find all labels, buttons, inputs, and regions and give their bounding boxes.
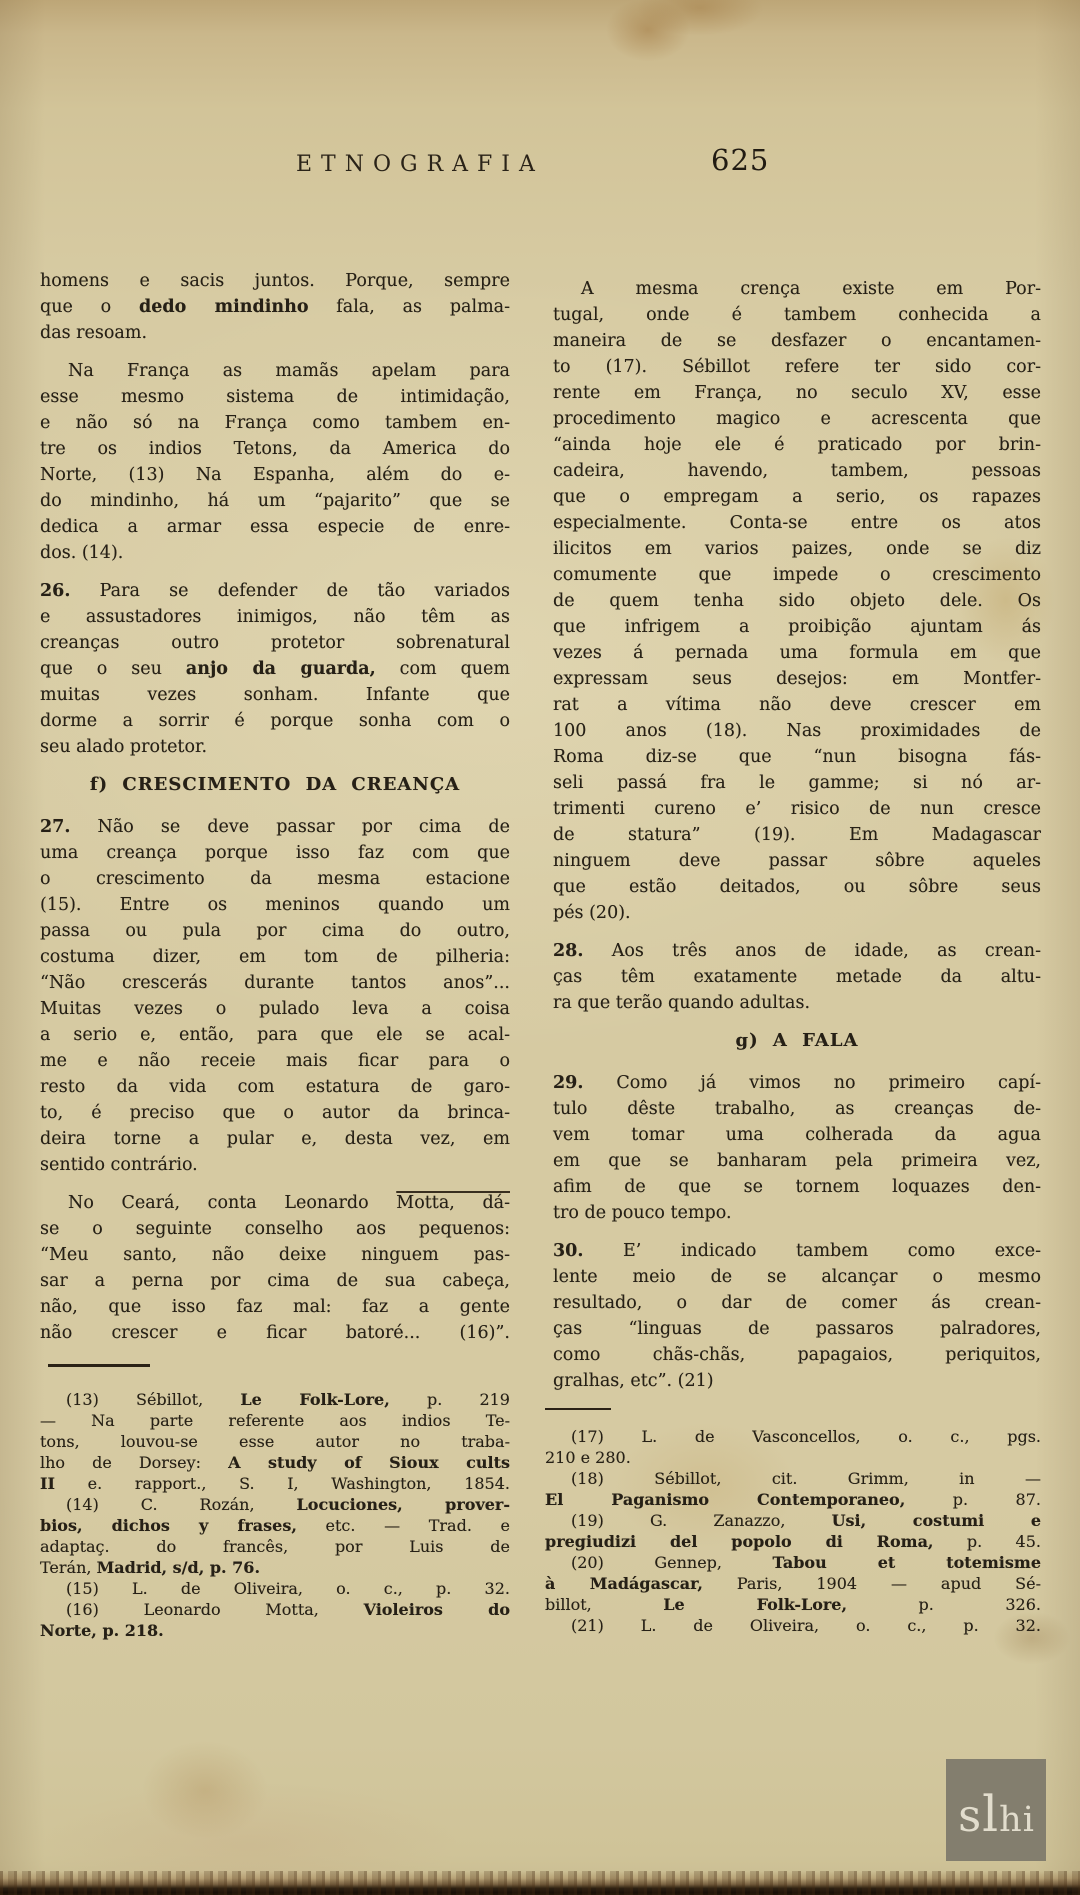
text-line: cadeira, havendo, tambem, pessoas xyxy=(553,461,1041,481)
text-line: Roma diz-se que “nun bisogna fás- xyxy=(553,747,1041,767)
text-line: creanças outro protetor sobrenatural xyxy=(40,633,510,653)
text-line: tulo dêste trabalho, as creanças de- xyxy=(553,1099,1041,1119)
text-line: expressam seus desejos: em Montfer- xyxy=(553,669,1041,689)
text-line: não, que isso faz mal: faz a gente xyxy=(40,1297,510,1317)
text-line: que o dedo mindinho fala, as palma- xyxy=(40,297,511,317)
paragraph xyxy=(40,358,510,566)
text-line: a serio e, então, para que ele se acal- xyxy=(40,1025,510,1045)
text-line: rente em França, no seculo XV, esse xyxy=(553,383,1041,403)
text-line: não crescer e ficar batoré... (16)”. xyxy=(40,1323,510,1343)
library-watermark xyxy=(946,1759,1046,1861)
text-line: afim de que se tornem loquazes den- xyxy=(553,1177,1041,1197)
text-line: trimenti cureno e’ risico de nun cresce xyxy=(553,799,1041,819)
text-line: como chãs-chãs, papagaios, periquitos, xyxy=(553,1345,1041,1365)
text-line: (16) Leonardo Motta, Violeiros do xyxy=(66,1600,510,1619)
paragraph xyxy=(553,1238,1041,1394)
right-column xyxy=(545,276,1042,1636)
text-line: to (17). Sébillot refere ter sido cor- xyxy=(553,357,1041,377)
text-line: maneira de se desfazer o encantamen- xyxy=(553,331,1041,351)
footnote xyxy=(40,1389,510,1494)
text-line: me e não receie mais ficar para o xyxy=(40,1051,510,1071)
paragraph xyxy=(553,938,1041,1016)
text-line: especialmente. Conta-se entre os atos xyxy=(553,513,1041,533)
text-line: das resoam. xyxy=(40,323,148,343)
text-line: que estão deitados, ou sôbre seus xyxy=(553,877,1041,897)
text-line: (13) Sébillot, Le Folk-Lore, p. 219 xyxy=(66,1390,510,1409)
footnote xyxy=(545,1426,1041,1468)
paragraph xyxy=(40,1190,510,1346)
text-line: dorme a sorrir é porque sonha com o xyxy=(40,711,510,731)
text-line: adaptaç. do francês, por Luis de xyxy=(40,1537,510,1556)
page-bottom-edge xyxy=(0,1871,1080,1895)
text-line: ças têm exatamente metade da altu- xyxy=(553,967,1041,987)
watermark-letter: s xyxy=(958,1789,982,1842)
footnote xyxy=(545,1552,1041,1615)
text-line: lho de Dorsey: A study of Sioux cults xyxy=(40,1453,511,1472)
text-line: 28. Aos três anos de idade, as crean- xyxy=(553,941,1041,961)
text-line: lente meio de se alcançar o mesmo xyxy=(553,1267,1041,1287)
text-line: e assustadores inimigos, não têm as xyxy=(40,607,510,627)
text-line: Terán, Madrid, s/d, p. 76. xyxy=(40,1558,261,1577)
text-line: tre os indios Tetons, da America do xyxy=(40,439,510,459)
text-line: sar a perna por cima de sua cabeça, xyxy=(40,1271,510,1291)
text-line: 100 anos (18). Nas proximidades de xyxy=(553,721,1041,741)
text-line: (19) G. Zanazzo, Usi, costumi e xyxy=(571,1511,1041,1530)
footnote xyxy=(40,1494,510,1578)
footnote xyxy=(545,1615,1041,1636)
section-heading: f) CRESCIMENTO DA CREANÇA xyxy=(89,774,461,795)
page-number: 625 xyxy=(711,143,770,177)
text-line: ninguem deve passar sôbre aqueles xyxy=(553,851,1041,871)
text-line: ilicitos em varios paizes, onde se diz xyxy=(553,539,1041,559)
text-line: (14) C. Rozán, Locuciones, prover- xyxy=(66,1495,510,1514)
text-line: de statura” (19). Em Madagascar xyxy=(553,825,1041,845)
paragraph xyxy=(40,578,510,760)
text-line: “Não crescerás durante tantos anos”... xyxy=(40,973,510,993)
text-line: uma creança porque isso faz com que xyxy=(40,843,510,863)
watermark-letter: h xyxy=(999,1800,1022,1840)
text-line: se o seguinte conselho aos pequenos: xyxy=(40,1219,510,1239)
text-line: Norte, (13) Na Espanha, além do e- xyxy=(40,465,510,485)
text-line: Na França as mamãs apelam para xyxy=(68,361,510,381)
text-line: A mesma crença existe em Por- xyxy=(581,279,1041,299)
running-title: ETNOGRAFIA xyxy=(296,152,544,177)
text-line: “Meu santo, não deixe ninguem pas- xyxy=(40,1245,510,1265)
text-line: bios, dichos y frases, etc. — Trad. e xyxy=(40,1516,510,1535)
text-line: 29. Como já vimos no primeiro capí- xyxy=(553,1073,1041,1093)
text-line: (15) L. de Oliveira, o. c., p. 32. xyxy=(66,1579,510,1598)
text-line: do mindinho, há um “pajarito” que se xyxy=(40,491,510,511)
paragraph xyxy=(553,1070,1041,1226)
text-line: 210 e 280. xyxy=(545,1448,631,1467)
text-line: tugal, onde é tambem conhecida a xyxy=(553,305,1041,325)
footnote-separator xyxy=(48,1364,150,1367)
text-line: rat a vítima não deve crescer em xyxy=(553,695,1041,715)
text-line: (21) L. de Oliveira, o. c., p. 32. xyxy=(571,1616,1041,1635)
footnote xyxy=(545,1510,1041,1552)
footnote xyxy=(40,1599,510,1641)
left-column xyxy=(40,268,510,1641)
text-line: (18) Sébillot, cit. Grimm, in — xyxy=(571,1469,1041,1488)
watermark-letter: l xyxy=(982,1785,999,1843)
text-line: comumente que impede o crescimento xyxy=(553,565,1041,585)
footnote-separator xyxy=(545,1408,611,1410)
text-line: que o seu anjo da guarda, com quem xyxy=(40,659,510,679)
text-line: — Na parte referente aos indios Te- xyxy=(40,1411,510,1430)
text-line: de quem tenha sido objeto dele. Os xyxy=(553,591,1041,611)
text-line: vem tomar uma colherada da agua xyxy=(553,1125,1041,1145)
text-line: seli passá fra le gamme; si nó ar- xyxy=(553,773,1041,793)
text-line: e não só na França como tambem en- xyxy=(40,413,510,433)
text-line: homens e sacis juntos. Porque, sempre xyxy=(40,271,510,291)
text-line: em que se banharam pela primeira vez, xyxy=(553,1151,1041,1171)
text-line: billot, Le Folk-Lore, p. 326. xyxy=(545,1595,1041,1614)
text-line: gralhas, etc”. (21) xyxy=(553,1371,714,1391)
text-line: No Ceará, conta Leonardo Motta, dá- xyxy=(68,1193,510,1213)
text-line: deira torne a pular e, desta vez, em xyxy=(40,1129,510,1149)
text-line: resultado, o dar de comer ás crean- xyxy=(553,1293,1041,1313)
text-line: esse mesmo sistema de intimidação, xyxy=(40,387,510,407)
text-line: tro de pouco tempo. xyxy=(553,1203,732,1223)
paragraph xyxy=(40,268,510,346)
text-line: (15). Entre os meninos quando um xyxy=(40,895,510,915)
text-line: ra que terão quando adultas. xyxy=(553,993,811,1013)
text-line: muitas vezes sonham. Infante que xyxy=(40,685,510,705)
text-line: 26. Para se defender de tão variados xyxy=(40,581,510,601)
text-line: to, é preciso que o autor da brinca- xyxy=(40,1103,510,1123)
text-line: (17) L. de Vasconcellos, o. c., pgs. xyxy=(571,1427,1041,1446)
text-line: costuma dizer, em tom de pilheria: xyxy=(40,947,510,967)
text-line: dedica a armar essa especie de enre- xyxy=(40,517,510,537)
text-line: Muitas vezes o pulado leva a coisa xyxy=(40,999,510,1019)
text-line: “ainda hoje ele é praticado por brin- xyxy=(553,435,1041,455)
text-line: seu alado protetor. xyxy=(40,737,208,757)
text-line: sentido contrário. xyxy=(40,1155,198,1175)
text-line: 27. Não se deve passar por cima de xyxy=(40,817,510,837)
text-line: pregiudizi del popolo di Roma, p. 45. xyxy=(545,1532,1042,1551)
text-line: o crescimento da mesma estacione xyxy=(40,869,510,889)
watermark-letter: i xyxy=(1022,1800,1034,1840)
text-line: resto da vida com estatura de garo- xyxy=(40,1077,510,1097)
text-line: II e. rapport., S. I, Washington, 1854. xyxy=(40,1474,510,1493)
text-line: vezes á pernada uma formula em que xyxy=(553,643,1041,663)
text-line: que o empregam a serio, os rapazes xyxy=(553,487,1041,507)
paragraph xyxy=(553,276,1041,926)
text-line: pés (20). xyxy=(553,903,631,923)
text-line: procedimento magico e acrescenta que xyxy=(553,409,1041,429)
paragraph xyxy=(40,814,510,1178)
text-line: 30. E’ indicado tambem como exce- xyxy=(553,1241,1041,1261)
text-line: que infrigem a proibição ajuntam ás xyxy=(553,617,1041,637)
text-line: ças “linguas de passaros palradores, xyxy=(553,1319,1041,1339)
footnote xyxy=(545,1468,1041,1510)
section-heading: g) A FALA xyxy=(735,1030,859,1051)
text-line: passa ou pula por cima do outro, xyxy=(40,921,510,941)
footnote xyxy=(40,1578,510,1599)
running-header xyxy=(0,0,1080,200)
text-line: à Madágascar, Paris, 1904 — apud Sé- xyxy=(545,1574,1041,1593)
text-line: El Paganismo Contemporaneo, p. 87. xyxy=(545,1490,1041,1509)
text-line: Norte, p. 218. xyxy=(40,1621,164,1640)
text-line: tons, louvou-se esse autor no traba- xyxy=(40,1432,510,1451)
text-line: dos. (14). xyxy=(40,543,124,563)
text-line: (20) Gennep, Tabou et totemisme xyxy=(571,1553,1041,1572)
